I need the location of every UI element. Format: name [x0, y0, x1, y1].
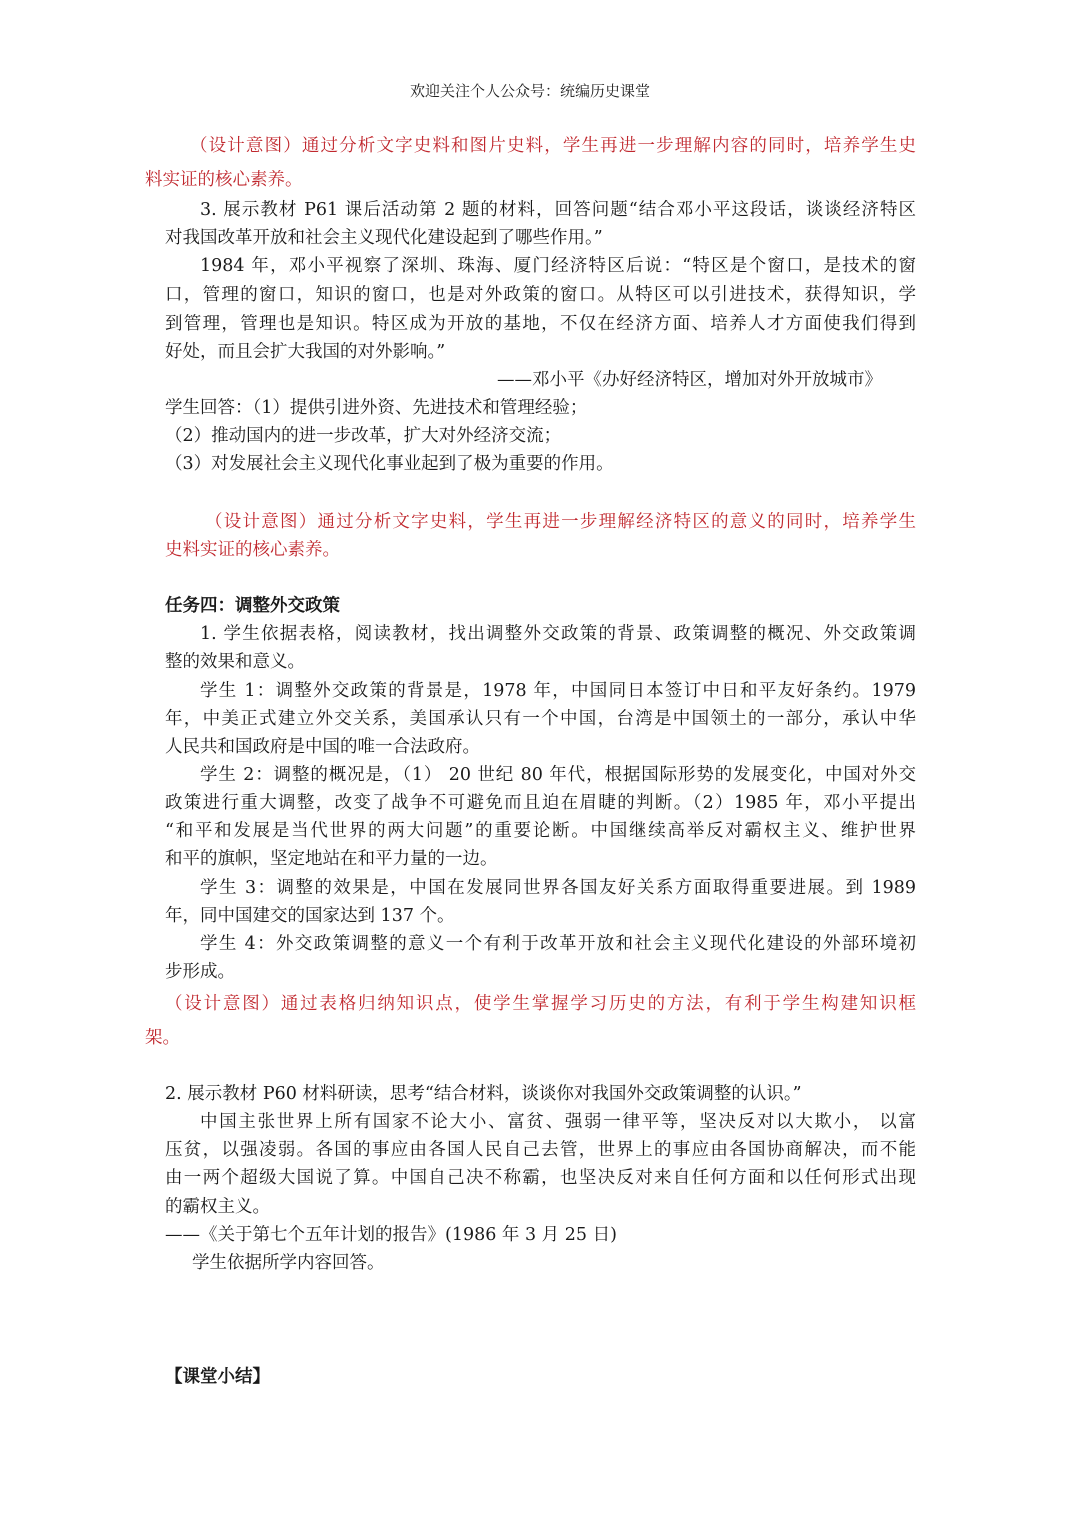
student-2-line-3: “和平和发展是当代世界的两大问题”的重要论断。中国继续高举反对霸权主义、维护世界	[165, 821, 916, 841]
item-2: 2. 展示教材 P60 材料研读，思考“结合材料，谈谈你对我国外交政策调整的认识。”	[165, 1084, 802, 1104]
quote-2-source: ——《关于第七个五年计划的报告》(1986 年 3 月 25 日)	[165, 1225, 617, 1245]
student-3-line-1: 学生 3：调整的效果是，中国在发展同世界各国友好关系方面取得重要进展。到 1989	[200, 878, 916, 898]
quote-1-source: ——邓小平《办好经济特区，增加对外开放城市》	[497, 370, 882, 390]
design-intent-2-line-2: 史料实证的核心素养。	[165, 540, 340, 560]
student-1-line-1: 学生 1：调整外交政策的背景是，1978 年，中国同日本签订中日和平友好条约。1979	[200, 681, 916, 701]
task-4-item-1-line-1: 1. 学生依据表格，阅读教材，找出调整外交政策的背景、政策调整的概况、外交政策调	[200, 624, 916, 644]
student-3-line-2: 年，同中国建交的国家达到 137 个。	[165, 906, 455, 926]
quote-1-line-3: 到管理，管理也是知识。特区成为开放的基地，不仅在经济方面、培养人才方面使我们得到	[165, 314, 916, 334]
quote-2-line-1: 中国主张世界上所有国家不论大小、富贫、强弱一律平等，坚决反对以大欺小， 以富	[200, 1112, 916, 1132]
student-answer-prompt: 学生依据所学内容回答。	[192, 1253, 385, 1273]
student-4-line-2: 步形成。	[165, 962, 235, 982]
page-header: 欢迎关注个人公众号：统编历史课堂	[410, 82, 651, 100]
quote-1-line-1: 1984 年，邓小平视察了深圳、珠海、厦门经济特区后说：“特区是个窗口，是技术的窗	[200, 256, 916, 276]
answer-line-2: （2）推动国内的进一步改革，扩大对外经济交流；	[165, 426, 562, 446]
student-2-line-1: 学生 2：调整的概况是，（1） 20 世纪 80 年代，根据国际形势的发展变化，中国对外交	[200, 765, 916, 785]
quote-2-line-3: 由一两个超级大国说了算。中国自己决不称霸，也坚决反对来自任何方面和以任何形式出现	[165, 1168, 916, 1188]
answer-line-3: （3）对发展社会主义现代化事业起到了极为重要的作用。	[165, 454, 614, 474]
student-2-line-4: 和平的旗帜，坚定地站在和平力量的一边。	[165, 849, 498, 869]
quote-1-line-2: 口，管理的窗口，知识的窗口，也是对外政策的窗口。从特区可以引进技术，获得知识，学	[165, 285, 916, 305]
task-4-item-1-line-2: 整的效果和意义。	[165, 652, 305, 672]
quote-2-line-4: 的霸权主义。	[165, 1197, 270, 1217]
design-intent-2-line-1: （设计意图）通过分析文字史料，学生再进一步理解经济特区的意义的同时，培养学生	[205, 512, 916, 532]
student-1-line-2: 年，中美正式建立外交关系，美国承认只有一个中国，台湾是中国领土的一部分，承认中华	[165, 709, 916, 729]
item-3-line-1: 3. 展示教材 P61 课后活动第 2 题的材料，回答问题“结合邓小平这段话，谈谈经济特区	[200, 200, 916, 220]
student-4-line-1: 学生 4：外交政策调整的意义一个有利于改革开放和社会主义现代化建设的外部环境初	[200, 934, 916, 954]
quote-2-line-2: 压贫，以强凌弱。各国的事应由各国人民自己去管，世界上的事应由各国协商解决，而不能	[165, 1140, 916, 1160]
item-3-line-2: 对我国改革开放和社会主义现代化建设起到了哪些作用。”	[165, 228, 603, 248]
student-1-line-3: 人民共和国政府是中国的唯一合法政府。	[165, 737, 480, 757]
design-intent-1-line-1: （设计意图）通过分析文字史料和图片史料，学生再进一步理解内容的同时，培养学生史	[190, 136, 916, 156]
class-summary-heading: 【课堂小结】	[165, 1367, 270, 1387]
design-intent-3-line-1: （设计意图）通过表格归纳知识点，使学生掌握学习历史的方法，有利于学生构建知识框	[165, 994, 916, 1014]
design-intent-1-line-2: 料实证的核心素养。	[145, 170, 303, 190]
design-intent-3-line-2: 架。	[145, 1028, 180, 1048]
task-4-title: 任务四：调整外交政策	[165, 596, 340, 616]
quote-1-line-4: 好处，而且会扩大我国的对外影响。”	[165, 342, 446, 362]
student-2-line-2: 政策进行重大调整，改变了战争不可避免而且迫在眉睫的判断。（2）1985 年，邓小平提出	[165, 793, 916, 813]
answer-line-1: 学生回答：（1）提供引进外资、先进技术和管理经验；	[165, 398, 588, 418]
